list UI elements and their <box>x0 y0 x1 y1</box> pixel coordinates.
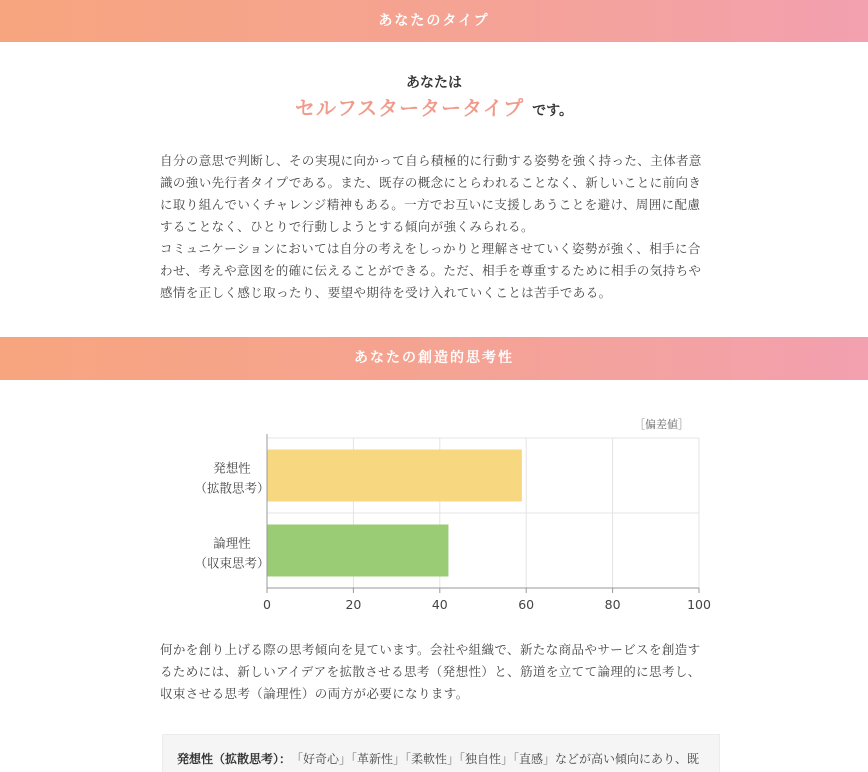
creative-line: 何かを創り上げる際の思考傾向を見ています。会社や組織で、新たな商品やサービスを創造す <box>160 642 701 657</box>
bar-2 <box>267 525 448 577</box>
x-tick-label: 80 <box>604 597 621 612</box>
type-description <box>160 150 720 304</box>
description-line: コミュニケーションにおいては自分の考えをしっかりと理解させていく姿勢が強く、相手に合 <box>160 241 701 256</box>
description-line: 識の強い先行者タイプである。また、既存の概念にとらわれることなく、新しいことに前向き <box>160 175 702 190</box>
creative-line: るためには、新しいアイデアを拡散させる思考（発想性）と、筋道を立てて論理的に思考し、 <box>160 664 701 679</box>
category-label: 論理性 <box>213 535 251 551</box>
result-line <box>0 92 868 121</box>
note-text: 「好奇心」「革新性」「柔軟性」「独自性」「直感」などが高い傾向にあり、既 <box>297 752 700 766</box>
x-tick-label: 60 <box>518 597 535 612</box>
category-label: （収束思考） <box>194 555 270 571</box>
description-line: することなく、ひとりで行動しようとする傾向が強くみられる。 <box>160 219 534 234</box>
description-line: に取り組んでいくチャレンジ精神もある。一方でお互いに支援しあうことを避け、周囲に配慮 <box>160 197 701 212</box>
creative-section-banner: あなたの創造的思考性 <box>0 337 868 380</box>
x-tick-label: 100 <box>687 597 711 612</box>
description-line: 感情を正しく感じ取ったり、要望や期待を受け入れていくことは苦手である。 <box>160 285 612 300</box>
creative-line: 収束させる思考（論理性）の両方が必要になります。 <box>160 686 469 701</box>
category-label: （拡散思考） <box>194 480 270 496</box>
x-tick-label: 40 <box>431 597 448 612</box>
creative-description <box>160 639 720 705</box>
bar-1 <box>267 450 522 502</box>
result-intro: あなたは <box>406 75 462 91</box>
note-label: 発想性（拡散思考）： <box>177 752 292 766</box>
trait-note-box <box>162 734 720 772</box>
type-suffix: です。 <box>532 103 574 119</box>
type-section-banner: あなたのタイプ <box>0 0 868 42</box>
description-line: 自分の意思で判断し、その実現に向かって自ら積極的に行動する姿勢を強く持った、主体者意 <box>160 153 702 168</box>
unit-label: ［偏差値］ <box>634 418 689 431</box>
bar-chart-svg <box>160 410 720 620</box>
x-tick-label: 0 <box>263 597 271 612</box>
x-tick-label: 20 <box>345 597 362 612</box>
creative-thinking-chart <box>160 410 720 620</box>
type-name: セルフスタータータイプ <box>294 96 525 120</box>
category-label: 発想性 <box>213 460 251 476</box>
description-line: わせ、考えや意図を的確に伝えることができる。ただ、相手を尊重するために相手の気持ちや <box>160 263 702 278</box>
